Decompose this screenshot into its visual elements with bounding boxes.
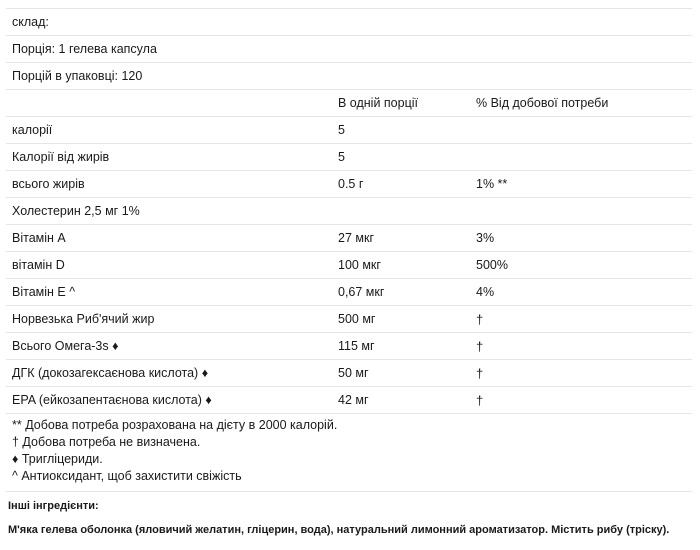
supplement-facts-table — [6, 8, 692, 414]
nutrient-name: Калорії від жирів — [6, 144, 332, 171]
nutrient-amount: 115 мг — [332, 333, 470, 360]
table-row — [6, 279, 692, 306]
nutrient-daily-value: 4% — [470, 279, 692, 306]
nutrient-daily-value — [470, 144, 692, 171]
nutrient-amount: 500 мг — [332, 306, 470, 333]
nutrient-name: Холестерин 2,5 мг 1% — [6, 198, 332, 225]
nutrient-amount: 100 мкг — [332, 252, 470, 279]
nutrient-name: Вітамін А — [6, 225, 332, 252]
table-row — [6, 198, 692, 225]
nutrient-amount: 50 мг — [332, 360, 470, 387]
composition-label: склад: — [6, 9, 332, 36]
table-row — [6, 36, 692, 63]
nutrient-name: Вітамін Е ^ — [6, 279, 332, 306]
nutrient-amount: 0,67 мкг — [332, 279, 470, 306]
nutrient-amount: 27 мкг — [332, 225, 470, 252]
nutrient-daily-value: † — [470, 333, 692, 360]
nutrient-name: вітамін D — [6, 252, 332, 279]
nutrient-name: Норвезька Риб'ячий жир — [6, 306, 332, 333]
footnotes — [6, 415, 692, 492]
table-row — [6, 171, 692, 198]
nutrient-amount: 5 — [332, 144, 470, 171]
table-row — [6, 144, 692, 171]
table-row — [6, 387, 692, 414]
nutrient-amount: 0.5 г — [332, 171, 470, 198]
other-ingredients-text: М'яка гелева оболонка (яловичий желатин, гліцерин, вода), натуральний лимонний ароматизатор. Містить рибу (тріску). — [8, 524, 670, 536]
servings-per-container: Порцій в упаковці: 120 — [6, 63, 332, 90]
nutrient-daily-value: † — [470, 360, 692, 387]
table-header-row — [6, 90, 692, 117]
nutrient-daily-value: † — [470, 387, 692, 414]
other-ingredients-title: Інші інгредієнти: — [8, 500, 99, 512]
footnote-antioxidant: ^ Антиоксидант, щоб захистити свіжість — [12, 469, 242, 483]
nutrient-daily-value: 1% ** — [470, 171, 692, 198]
table-row — [6, 252, 692, 279]
nutrient-name: Всього Омега-3s ♦ — [6, 333, 332, 360]
footnote-daily-value: ** Добова потреба розрахована на дієту в 2000 калорій. — [12, 418, 338, 432]
footnote-not-established: † Добова потреба не визначена. — [12, 435, 201, 449]
nutrient-amount: 42 мг — [332, 387, 470, 414]
nutrient-daily-value — [470, 117, 692, 144]
nutrient-daily-value: 500% — [470, 252, 692, 279]
nutrient-daily-value: † — [470, 306, 692, 333]
table-row — [6, 333, 692, 360]
table-row — [6, 63, 692, 90]
nutrient-name: всього жирів — [6, 171, 332, 198]
nutrient-name: калорії — [6, 117, 332, 144]
table-header-cell — [6, 90, 332, 117]
nutrient-amount: 5 — [332, 117, 470, 144]
table-row — [6, 9, 692, 36]
nutrient-name: EPA (ейкозапентаєнова кислота) ♦ — [6, 387, 332, 414]
footnote-triglycerides: ♦ Тригліцериди. — [12, 452, 103, 466]
serving-size: Порція: 1 гелева капсула — [6, 36, 332, 63]
table-row — [6, 117, 692, 144]
daily-value-header: % Від добової потреби — [470, 90, 692, 117]
table-row — [6, 360, 692, 387]
table-row — [6, 306, 692, 333]
table-row — [6, 225, 692, 252]
amount-per-serving-header: В одній порції — [332, 90, 470, 117]
nutrient-daily-value: 3% — [470, 225, 692, 252]
nutrient-name: ДГК (докозагексаєнова кислота) ♦ — [6, 360, 332, 387]
